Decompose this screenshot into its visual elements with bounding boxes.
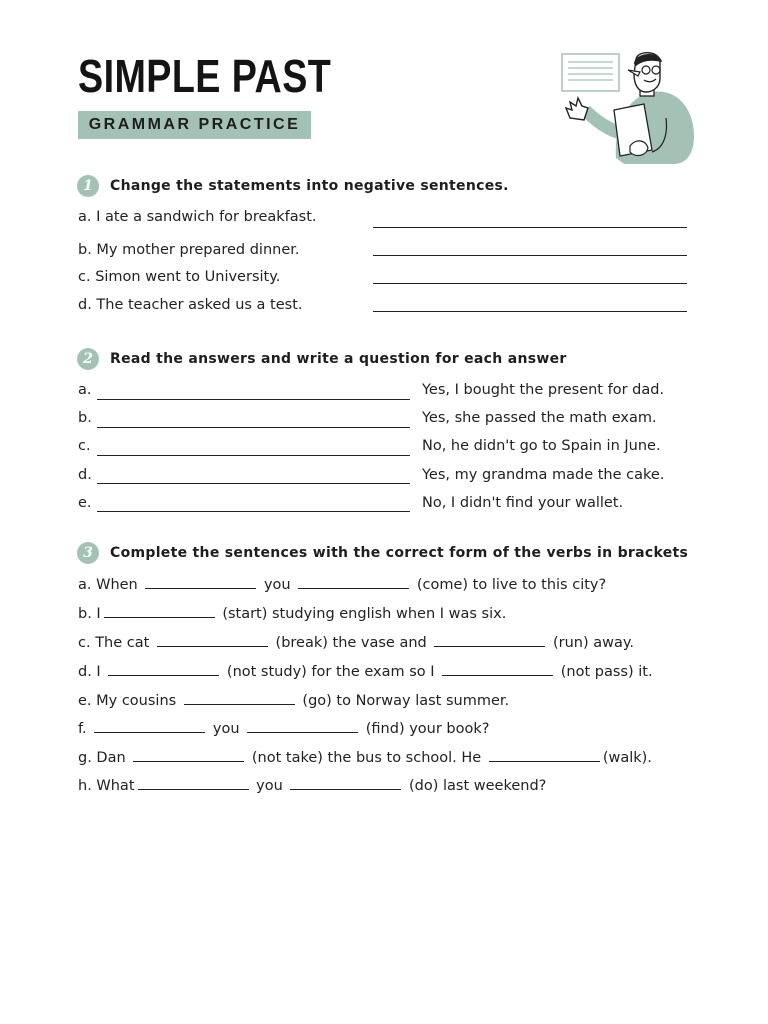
section-3-title: Complete the sentences with the correct form of the verbs in brackets xyxy=(110,545,689,561)
verb-blank[interactable] xyxy=(442,661,553,676)
sentence-text: (go) to Norway last summer. xyxy=(302,693,510,709)
section-1-title: Change the statements into negative sentences. xyxy=(110,178,509,194)
sentence-text: (not take) the bus to school. He xyxy=(251,750,482,766)
sentence-text: you xyxy=(263,577,291,593)
section-2-letter-b: b. xyxy=(78,410,92,426)
section-1-answer-line-d[interactable] xyxy=(373,311,687,312)
section-1-header xyxy=(77,175,509,197)
section-2-number: 2 xyxy=(77,348,99,370)
subtitle-text: GRAMMAR PRACTICE xyxy=(88,116,301,133)
verb-blank[interactable] xyxy=(145,574,256,589)
section-3-header xyxy=(77,542,688,564)
section-3-sentence-e xyxy=(78,690,509,709)
section-1-item-b: b. My mother prepared dinner. xyxy=(78,242,300,258)
sentence-text: d. I xyxy=(78,664,101,680)
section-3-sentence-h xyxy=(78,775,546,794)
section-2-question-line-c[interactable] xyxy=(97,455,410,456)
section-3-sentence-b xyxy=(78,603,506,622)
sentence-text: (not pass) it. xyxy=(560,664,653,680)
section-1-item-c: c. Simon went to University. xyxy=(78,269,281,285)
sentence-text: c. The cat xyxy=(78,635,150,651)
section-2-answer-b: Yes, she passed the math exam. xyxy=(422,410,657,426)
section-2-question-line-a[interactable] xyxy=(97,399,410,400)
sentence-text: e. My cousins xyxy=(78,693,177,709)
verb-blank[interactable] xyxy=(157,632,268,647)
sentence-text: (run) away. xyxy=(552,635,634,651)
section-2-title: Read the answers and write a question for each answer xyxy=(110,351,567,367)
section-1-answer-line-b[interactable] xyxy=(373,255,687,256)
section-2-answer-e: No, I didn't find your wallet. xyxy=(422,495,624,511)
section-2-letter-e: e. xyxy=(78,495,92,511)
sentence-text: (not study) for the exam so I xyxy=(226,664,435,680)
section-2-header xyxy=(77,348,567,370)
section-2-answer-c: No, he didn't go to Spain in June. xyxy=(422,438,661,454)
verb-blank[interactable] xyxy=(184,690,295,705)
sentence-text: (break) the vase and xyxy=(275,635,427,651)
verb-blank[interactable] xyxy=(108,661,219,676)
sentence-text: f. xyxy=(78,721,87,737)
section-2-question-line-d[interactable] xyxy=(97,483,410,484)
verb-blank[interactable] xyxy=(434,632,545,647)
verb-blank[interactable] xyxy=(94,718,205,733)
sentence-text: (do) last weekend? xyxy=(409,778,547,794)
sentence-text: you xyxy=(212,721,240,737)
sentence-text: a. When xyxy=(78,577,138,593)
verb-blank[interactable] xyxy=(104,603,215,618)
section-1-answer-line-c[interactable] xyxy=(373,283,687,284)
section-2-letter-a: a. xyxy=(78,382,92,398)
section-1-number: 1 xyxy=(77,175,99,197)
section-3-sentence-g xyxy=(78,747,652,766)
sentence-text: you xyxy=(256,778,283,794)
sentence-text: (walk). xyxy=(602,750,652,766)
section-2-question-line-e[interactable] xyxy=(97,511,410,512)
section-2-answer-d: Yes, my grandma made the cake. xyxy=(422,467,665,483)
section-1-item-d: d. The teacher asked us a test. xyxy=(78,297,303,313)
sentence-text: (find) your book? xyxy=(365,721,490,737)
section-3-sentence-a xyxy=(78,574,606,593)
sentence-text: h. What xyxy=(78,778,135,794)
section-3-sentence-f xyxy=(78,718,489,737)
verb-blank[interactable] xyxy=(298,574,409,589)
verb-blank[interactable] xyxy=(290,775,401,790)
section-2-letter-d: d. xyxy=(78,467,92,483)
sentence-text: (start) studying english when I was six. xyxy=(222,606,507,622)
section-2-question-line-b[interactable] xyxy=(97,427,410,428)
section-2-letter-c: c. xyxy=(78,438,91,454)
subtitle-banner xyxy=(78,111,311,139)
page-title: SIMPLE PAST xyxy=(78,50,332,102)
verb-blank[interactable] xyxy=(489,747,600,762)
verb-blank[interactable] xyxy=(247,718,358,733)
sentence-text: b. I xyxy=(78,606,101,622)
sentence-text: (come) to live to this city? xyxy=(416,577,607,593)
section-3-sentence-c xyxy=(78,632,634,651)
teacher-holding-paper-illustration xyxy=(556,48,696,166)
section-2-answer-a: Yes, I bought the present for dad. xyxy=(422,382,665,398)
section-1-answer-line-a[interactable] xyxy=(373,227,687,228)
sentence-text: g. Dan xyxy=(78,750,126,766)
verb-blank[interactable] xyxy=(138,775,249,790)
section-3-sentence-d xyxy=(78,661,653,680)
section-3-number: 3 xyxy=(77,542,99,564)
section-1-item-a: a. I ate a sandwich for breakfast. xyxy=(78,209,317,225)
verb-blank[interactable] xyxy=(133,747,244,762)
